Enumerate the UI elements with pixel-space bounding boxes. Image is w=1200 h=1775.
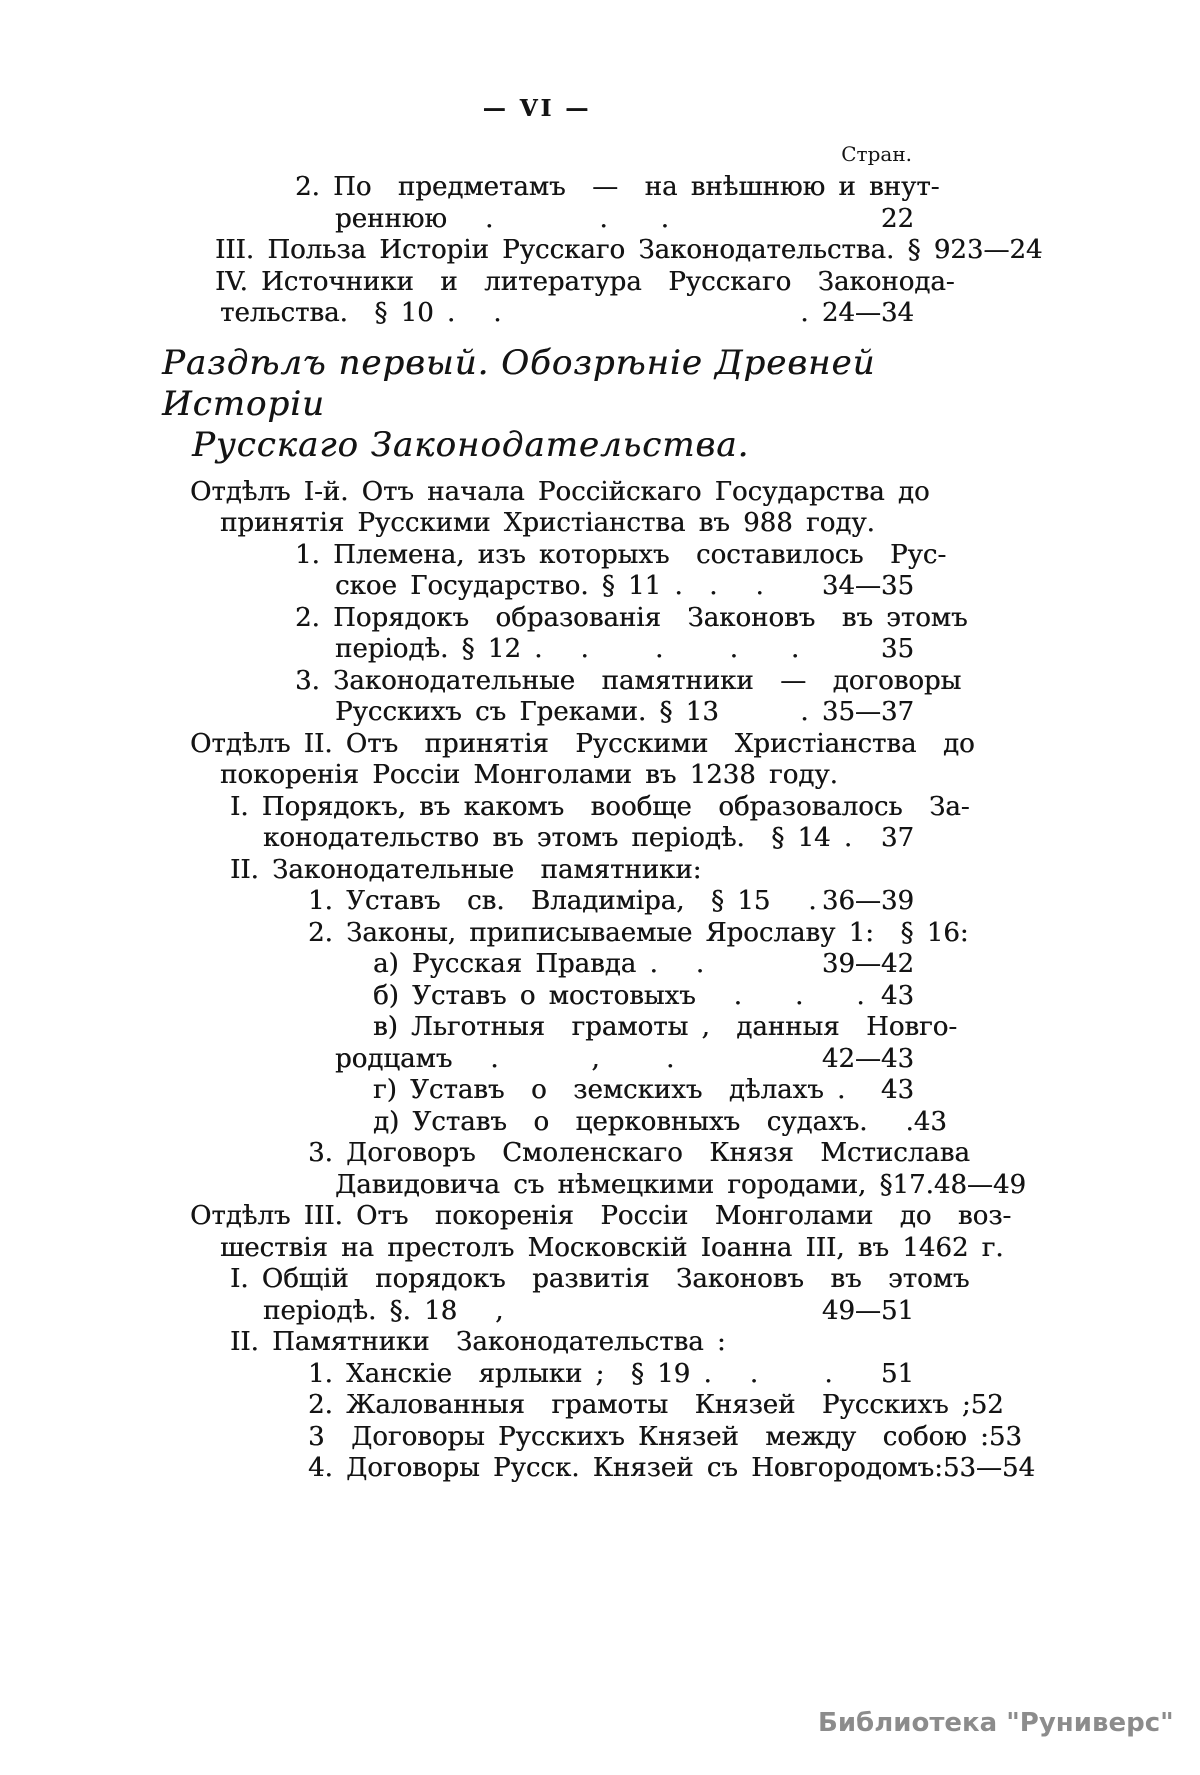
toc-page-number: 43 [880, 980, 914, 1011]
toc-page-number: 22 [880, 203, 914, 234]
toc-line [160, 949, 914, 981]
toc-line [160, 1327, 914, 1359]
toc-entry-text: Давидовича съ нѣмецкими городами, §17. [335, 1169, 934, 1200]
toc-entry-text: д) Уставъ о церковныхъ судахъ. [373, 1106, 868, 1137]
table-of-contents [160, 172, 1043, 1485]
toc-entry-text: а) Русская Правда . [373, 949, 658, 979]
toc-entry-text: ское Государство. § 11 . . [335, 571, 718, 601]
dot-leader: . . . [733, 980, 865, 1011]
section-heading [162, 343, 914, 466]
toc-entry-text: I. Порядокъ, въ какомъ вообще образовалось За- [230, 791, 970, 822]
toc-entry-text: періодѣ. § 12 . [335, 634, 543, 664]
dot-leader: . , . [490, 1043, 675, 1074]
toc-entry-text: 3. Законодательные памятники — договоры [295, 665, 962, 696]
toc-line [160, 1138, 970, 1170]
toc-line [160, 634, 914, 666]
toc-line [160, 855, 914, 887]
toc-line [160, 204, 914, 236]
toc-page-number: 52 [970, 1390, 1004, 1420]
toc-page-number: 42—43 [821, 1043, 914, 1074]
toc-entry-text: Русскихъ съ Греками. § 13 [335, 697, 719, 727]
toc-page-number: 48—49 [933, 1169, 1026, 1200]
dot-leader: . [695, 949, 705, 979]
toc-line [160, 172, 940, 204]
toc-line [160, 1232, 1004, 1265]
dot-leader: . . [749, 1358, 833, 1389]
toc-entry-text: конодательство въ этомъ періодѣ. § 14 . [263, 823, 853, 853]
toc-line [160, 1359, 914, 1391]
toc-entry-text: шествія на престолъ Московскій Іоанна III, въ 1462 г. [220, 1232, 1004, 1263]
dot-leader: . . . . [580, 634, 800, 664]
toc-entry-text: принятія Русскими Христіанства въ 988 году. [220, 508, 875, 538]
dot-leader: . [905, 1106, 914, 1137]
dot-leader: . [808, 886, 817, 916]
toc-line [160, 508, 914, 540]
toc-entry-text: 4. Договоры Русск. Князей съ Новгородомъ: [308, 1453, 943, 1483]
toc-line [160, 823, 914, 855]
toc-entry-text: IV. Источники и литература Русскаго Законода- [215, 266, 955, 297]
toc-line [160, 266, 955, 299]
dot-leader: . [755, 571, 764, 601]
toc-page-number: 53—54 [942, 1453, 1036, 1483]
toc-entry-text: 1. Ханскіе ярлыки ; § 19 . [308, 1358, 712, 1389]
section-heading-line: Раздѣлъ первый. Обозрѣніе Древней Исторіи [162, 342, 876, 424]
toc-entry-text: родцамъ [335, 1043, 453, 1074]
toc-line [160, 697, 914, 729]
toc-entry-text: 1. Племена, изъ которыхъ составилось Рус- [295, 539, 947, 570]
toc-entry-text: 2. Законы, приписываемые Ярославу 1: § 16: [308, 917, 969, 948]
toc-entry-text: 2. По предметамъ — на внѣшнюю и внут- [295, 172, 940, 202]
toc-line [160, 539, 947, 572]
dot-leader: . . . [484, 203, 669, 234]
toc-entry-text: тельства. § 10 . [220, 298, 456, 328]
toc-line [160, 1264, 970, 1296]
toc-page-number: 53 [988, 1421, 1022, 1452]
library-watermark: Библиотека "Руниверс" [818, 1708, 1174, 1738]
toc-page-number: 43 [913, 1106, 947, 1137]
toc-line [160, 235, 1043, 267]
toc-entry-text: 3. Договоръ Смоленскаго Князя Мстислава [308, 1138, 970, 1168]
toc-line [160, 1012, 958, 1044]
toc-line [160, 917, 969, 950]
toc-page-number: 34—35 [821, 571, 914, 601]
toc-entry-text: II. Памятники Законодательства : [230, 1327, 726, 1357]
toc-line [160, 602, 968, 635]
section-heading-line: Русскаго Законодательства. [192, 424, 750, 465]
toc-entry-text: б) Уставъ о мостовыхъ [373, 980, 696, 1011]
toc-entry-text: 2. Жалованныя грамоты Князей Русскихъ ; [308, 1390, 971, 1420]
toc-line [160, 981, 914, 1013]
toc-line [160, 1421, 1022, 1454]
toc-line [160, 1390, 1004, 1422]
toc-line [160, 1044, 914, 1076]
toc-page-number: 51 [880, 1358, 914, 1389]
toc-entry-text: I. Общій порядокъ развитія Законовъ въ этомъ [230, 1264, 970, 1294]
toc-entry-text: 3 Договоры Русскихъ Князей между собою : [308, 1421, 989, 1452]
toc-line [160, 1075, 914, 1107]
toc-line [160, 1296, 914, 1328]
toc-page-number: 43 [880, 1075, 914, 1105]
toc-entry-text: в) Льготныя грамоты , данныя Новго- [373, 1012, 958, 1042]
toc-page-number: 49—51 [821, 1295, 914, 1326]
toc-entry-text: г) Уставъ о земскихъ дѣлахъ . [373, 1075, 846, 1105]
dot-leader: . [493, 298, 502, 328]
toc-page-number: 39—42 [821, 949, 914, 979]
toc-line [160, 1169, 1026, 1202]
toc-page-number: 23—24 [950, 235, 1043, 265]
toc-line [160, 665, 962, 698]
dot-leader: , [495, 1295, 504, 1326]
toc-entry-text: покоренія Россіи Монголами въ 1238 году. [220, 760, 838, 790]
toc-page-number: 36—39 [821, 886, 914, 916]
toc-entry-text: Отдѣлъ I-й. Отъ начала Россійскаго Государства до [190, 476, 930, 507]
toc-line [160, 298, 914, 330]
toc-entry-text: періодѣ. §. 18 [263, 1295, 458, 1326]
toc-line [160, 886, 914, 918]
toc-entry-text: Отдѣлъ II. Отъ принятія Русскими Христіанства до [190, 728, 975, 759]
toc-line [160, 1106, 947, 1139]
toc-entry-text: 2. Порядокъ образованія Законовъ въ этомъ [295, 602, 968, 633]
toc-page-number: 37 [880, 823, 914, 853]
toc-line [160, 728, 975, 761]
page-column-label: Стран. [841, 142, 912, 166]
toc-line [160, 1453, 1036, 1485]
toc-line [160, 760, 914, 792]
toc-page-number: 35 [880, 634, 914, 664]
toc-entry-text: реннюю [335, 203, 447, 234]
toc-line [160, 571, 914, 603]
toc-line [160, 476, 930, 509]
page-number-header: — VI — [482, 95, 592, 122]
toc-page-number: . 35—37 [800, 697, 914, 727]
toc-entry-text: 1. Уставъ св. Владиміра, § 15 [308, 886, 771, 916]
toc-line [160, 791, 970, 824]
page-content [160, 95, 1043, 1485]
toc-entry-text: III. Польза Исторіи Русскаго Законодательства. § 9 [215, 235, 951, 265]
toc-entry-text: II. Законодательные памятники: [230, 854, 702, 885]
toc-page-number: . 24—34 [800, 298, 914, 328]
toc-entry-text: Отдѣлъ III. Отъ покоренія Россіи Монголами до воз- [190, 1201, 1012, 1231]
toc-line [160, 1201, 1012, 1233]
